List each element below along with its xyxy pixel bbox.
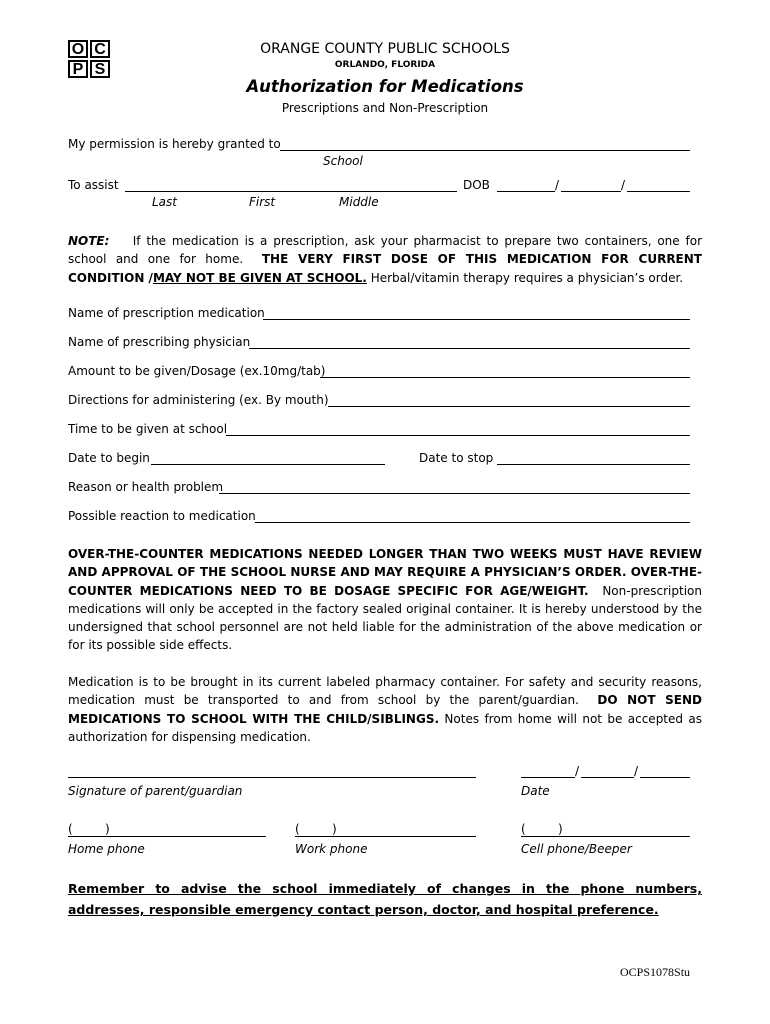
directions-label: Directions for administering (ex. By mouth)	[68, 393, 329, 407]
school-caption: School	[323, 154, 363, 168]
date-begin-field[interactable]	[151, 464, 385, 465]
physician-label: Name of prescribing physician	[68, 335, 251, 349]
rx-name-field[interactable]	[263, 319, 690, 320]
cell-phone-field[interactable]	[521, 836, 690, 837]
work-area-open: (	[295, 822, 300, 836]
transport-notes: Notes from home will not be accepted as authorization for dispensing medication.	[68, 711, 703, 744]
dob-month-field[interactable]	[497, 191, 555, 192]
logo-letter: P	[68, 60, 88, 78]
date-begin-label: Date to begin	[68, 451, 150, 465]
note-label: NOTE:	[68, 234, 110, 248]
amount-label: Amount to be given/Dosage (ex.10mg/tab)	[68, 364, 326, 378]
first-caption: First	[249, 195, 276, 209]
school-field[interactable]	[280, 150, 690, 151]
home-phone-caption: Home phone	[68, 842, 145, 856]
signature-field[interactable]	[68, 777, 476, 778]
work-phone-field[interactable]	[295, 836, 476, 837]
last-caption: Last	[152, 195, 177, 209]
transport-paragraph	[68, 673, 702, 746]
sig-date-month-field[interactable]	[521, 777, 575, 778]
org-name: ORANGE COUNTY PUBLIC SCHOOLS	[260, 41, 510, 57]
work-area-close: )	[332, 822, 337, 836]
transport-bold: DO NOT SEND MEDICATIONS TO SCHOOL WITH THE CHILD/SIBLINGS.	[68, 693, 702, 726]
student-name-field[interactable]	[125, 191, 457, 192]
date-separator: /	[575, 764, 580, 778]
note-herbal: Herbal/vitamin therapy requires a physician’s order.	[370, 270, 684, 285]
transport-text: Medication is to be brought in its current labeled pharmacy container. For safety and security reasons, medication must be transported to and from school by the parent/guardian.	[68, 675, 702, 708]
rx-name-label: Name of prescription medication	[68, 306, 265, 320]
reaction-field[interactable]	[255, 522, 690, 523]
permission-label: My permission is hereby granted to	[68, 137, 281, 151]
date-stop-label: Date to stop	[419, 451, 494, 465]
otc-bold: OVER-THE-COUNTER MEDICATIONS NEEDED LONGER THAN TWO WEEKS MUST HAVE REVIEW AND APPROVAL OF THE SCHOOL NURSE AND MAY REQUIRE A PHYSICIAN’S ORDER. OVER-THE-COUNTER MEDICATIONS NEED TO BE DOSAGE SPECIFIC FOR AGE/WEIGHT.	[68, 547, 702, 598]
org-location: ORLANDO, FLORIDA	[334, 60, 436, 70]
note-bold-underlined: MAY NOT BE GIVEN AT SCHOOL.	[152, 270, 367, 285]
directions-field[interactable]	[328, 406, 690, 407]
cell-phone-caption: Cell phone/Beeper	[521, 842, 632, 856]
cell-area-open: (	[521, 822, 526, 836]
time-field[interactable]	[226, 435, 690, 436]
dob-year-field[interactable]	[627, 191, 690, 192]
work-phone-caption: Work phone	[295, 842, 368, 856]
page-title: Authorization for Medications	[246, 77, 524, 96]
date-separator: /	[634, 764, 639, 778]
dob-separator: /	[621, 178, 626, 192]
logo-letter: S	[90, 60, 110, 78]
page-subtitle: Prescriptions and Non-Prescription	[281, 101, 489, 115]
amount-field[interactable]	[320, 377, 690, 378]
logo-letter: O	[68, 40, 88, 58]
reason-label: Reason or health problem	[68, 480, 224, 494]
assist-label: To assist	[68, 178, 119, 192]
home-area-close: )	[105, 822, 110, 836]
home-area-open: (	[68, 822, 73, 836]
time-label: Time to be given at school	[68, 422, 228, 436]
sig-date-day-field[interactable]	[581, 777, 634, 778]
date-stop-field[interactable]	[497, 464, 690, 465]
reminder-note: Remember to advise the school immediately of changes in the phone numbers, addresses, responsible emergency contact person, doctor, and hospital preference.	[68, 881, 702, 917]
note-text: If the medication is a prescription, ask your pharmacist to prepare two containers, one for school and one for home.	[68, 234, 702, 267]
sig-date-year-field[interactable]	[640, 777, 690, 778]
dob-separator: /	[555, 178, 560, 192]
date-caption: Date	[521, 784, 550, 798]
reason-field[interactable]	[219, 493, 690, 494]
cell-area-close: )	[558, 822, 563, 836]
home-phone-field[interactable]	[68, 836, 266, 837]
signature-caption: Signature of parent/guardian	[68, 784, 243, 798]
reaction-label: Possible reaction to medication	[68, 509, 256, 523]
note-paragraph	[68, 232, 702, 287]
logo-letter: C	[90, 40, 110, 58]
otc-text: Non-prescription medications will only be accepted in the factory sealed original container. It is hereby understood by the undersigned that school personnel are not held liable for the administration of the above medication or for its possible side effects.	[68, 583, 702, 653]
dob-day-field[interactable]	[561, 191, 621, 192]
otc-paragraph	[68, 545, 702, 655]
note-bold: THE VERY FIRST DOSE OF THIS MEDICATION FOR CURRENT CONDITION /	[68, 252, 702, 285]
dob-label: DOB	[463, 178, 490, 192]
form-id: OCPS1078Stu	[620, 965, 691, 979]
middle-caption: Middle	[339, 195, 379, 209]
physician-field[interactable]	[249, 348, 690, 349]
